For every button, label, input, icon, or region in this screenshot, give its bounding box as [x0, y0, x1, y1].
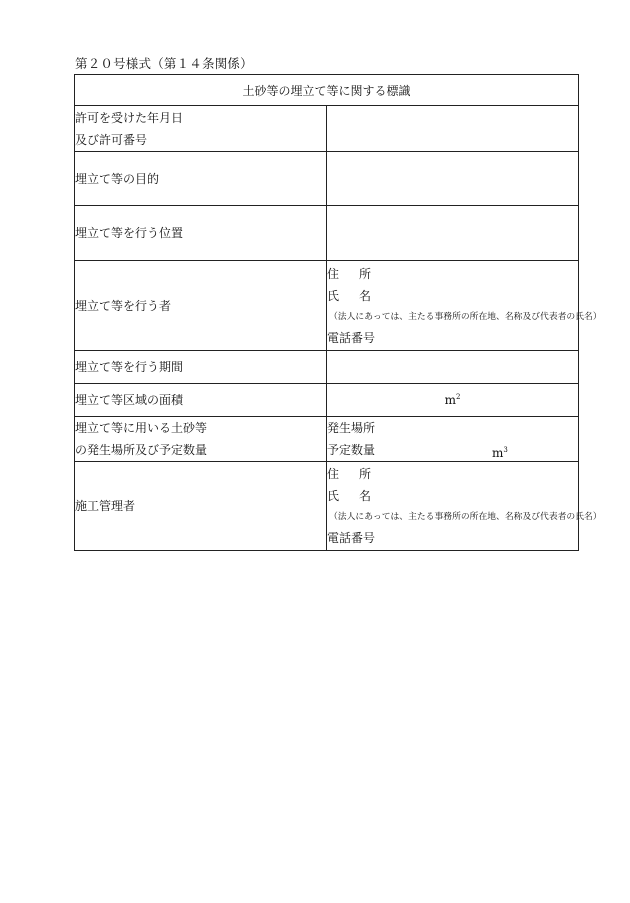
- soil-origin-label: 発生場所: [327, 421, 376, 435]
- soil-label: [75, 417, 327, 462]
- area-value[interactable]: [327, 384, 579, 417]
- soil-label-line1: 埋立て等に用いる土砂等: [75, 421, 208, 435]
- manager-label: 施工管理者: [75, 462, 327, 551]
- form-number: 第２０号様式（第１４条関係）: [75, 56, 253, 71]
- soil-value[interactable]: [327, 417, 579, 462]
- permit-label-line1: 許可を受けた年月日: [75, 110, 184, 125]
- operator-label: 埋立て等を行う者: [75, 261, 327, 351]
- manager-note: （法人にあっては、主たる事務所の所在地、名称及び代表者の氏名）: [329, 512, 602, 522]
- operator-phone-label: 電話番号: [327, 330, 376, 345]
- soil-quantity-unit: $m^3$: [492, 446, 508, 460]
- purpose-value[interactable]: [327, 152, 579, 206]
- location-label: 埋立て等を行う位置: [75, 206, 327, 261]
- sign-title: 土砂等の埋立て等に関する標識: [75, 75, 579, 106]
- manager-address-label: 住所: [327, 467, 392, 481]
- location-row: [75, 206, 579, 261]
- area-unit: $m^2$: [444, 393, 461, 407]
- manager-phone-label: 電話番号: [327, 531, 376, 545]
- soil-quantity-line: [327, 439, 578, 461]
- location-value[interactable]: [327, 206, 579, 261]
- operator-note: （法人にあっては、主たる事務所の所在地、名称及び代表者の氏名）: [329, 311, 602, 322]
- area-label: 埋立て等区域の面積: [75, 384, 327, 417]
- manager-value[interactable]: [327, 462, 602, 551]
- title-row: [75, 75, 579, 106]
- operator-name-label: 氏名: [327, 288, 392, 303]
- sign-table: [74, 74, 602, 551]
- operator-value[interactable]: [327, 261, 602, 351]
- soil-quantity-label: 予定数量: [327, 443, 376, 457]
- period-value[interactable]: [327, 351, 579, 384]
- permit-value[interactable]: [327, 106, 579, 152]
- area-row: [75, 384, 579, 417]
- period-label: 埋立て等を行う期間: [75, 351, 327, 384]
- permit-label: [75, 106, 327, 152]
- operator-address-label: 住所: [327, 266, 392, 281]
- soil-row: [75, 417, 579, 462]
- period-row: [75, 351, 579, 384]
- purpose-row: [75, 152, 579, 206]
- permit-label-line2: 及び許可番号: [75, 132, 148, 147]
- manager-name-label: 氏名: [327, 489, 392, 503]
- operator-row: [75, 261, 579, 351]
- manager-row: [75, 462, 579, 551]
- permit-row: [75, 106, 579, 152]
- soil-label-line2: の発生場所及び予定数量: [75, 443, 208, 457]
- purpose-label: 埋立て等の目的: [75, 152, 327, 206]
